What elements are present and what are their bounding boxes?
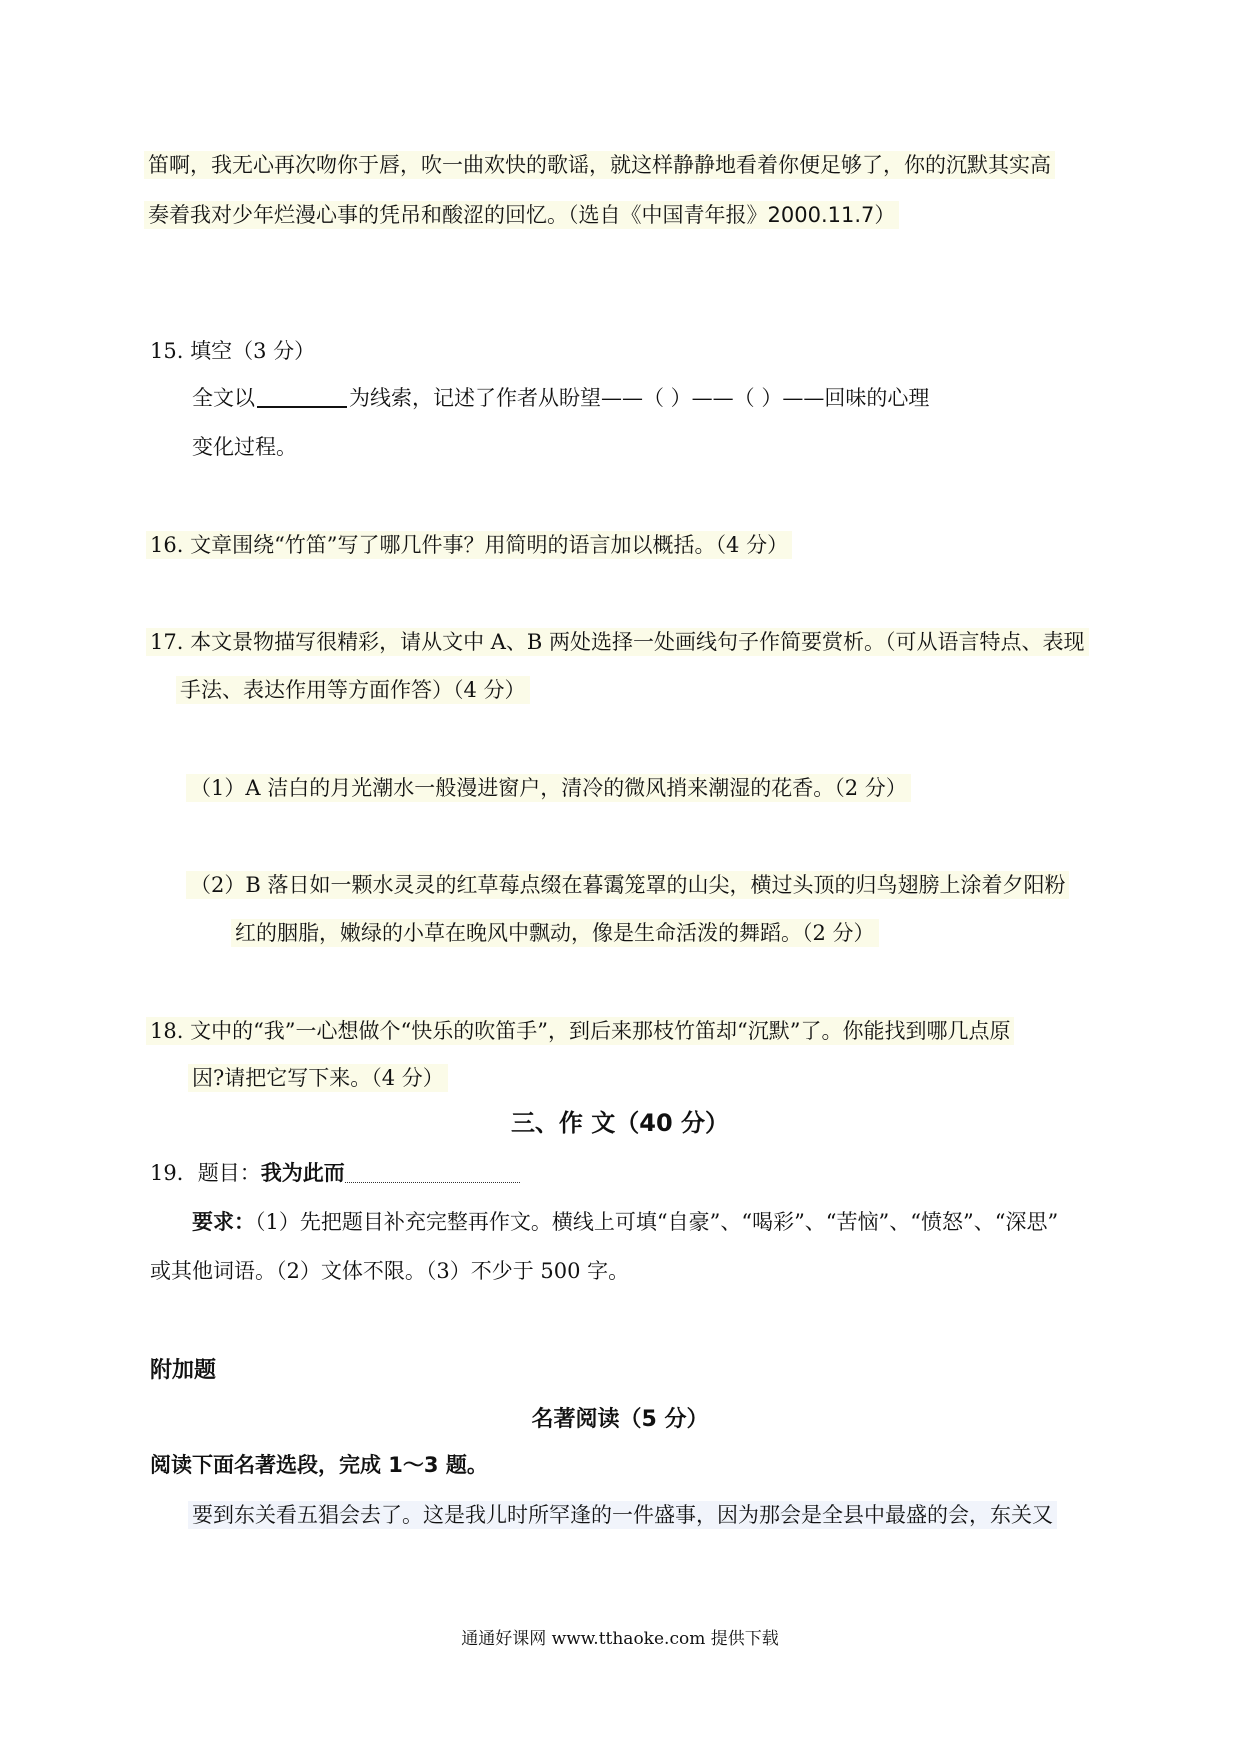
extra-heading: 附加题	[150, 1358, 217, 1383]
extra-subheading: 名著阅读（5 分）	[531, 1407, 709, 1432]
passage-line-2: 奏着我对少年烂漫心事的凭吊和酸涩的回忆。（选自《中国青年报》2000.11.7）	[148, 200, 899, 230]
q19-prompt: 19．题目：我为此而	[150, 1158, 520, 1188]
page-footer: 通通好课网 www.tthaoke.com 提供下载	[461, 1629, 779, 1649]
extra-instruction: 阅读下面名著选段，完成 1～3 题。	[150, 1453, 488, 1477]
q19-blank	[345, 1162, 520, 1183]
q17-line-2: 手法、表达作用等方面作答）（4 分）	[180, 675, 530, 705]
composition-heading: 三、作 文（40 分）	[510, 1109, 730, 1137]
q17-option-a: （1）A 洁白的月光潮水一般漫进窗户，清冷的微风捎来潮湿的花香。（2 分）	[190, 773, 911, 803]
q17-option-b-line-2: 红的胭脂，嫩绿的小草在晚风中飘动，像是生命活泼的舞蹈。（2 分）	[235, 918, 879, 948]
q15-line-1: 全文以 为线索，记述了作者从盼望——（ ）——（ ）——回味的心理	[192, 386, 930, 410]
q17-option-b-line-1: （2）B 落日如一颗水灵灵的红草莓点缀在暮霭笼罩的山尖，横过头顶的归鸟翅膀上涂着夕阳粉	[190, 870, 1069, 900]
excerpt-line-1: 要到东关看五猖会去了。这是我儿时所罕逢的一件盛事，因为那会是全县中最盛的会，东关又	[192, 1500, 1057, 1530]
q17-line-1: 17. 本文景物描写很精彩，请从文中 A、B 两处选择一处画线句子作简要赏析。（可从语言特点、表现	[150, 627, 1089, 657]
q15-title: 15. 填空（3 分）	[150, 339, 316, 363]
q18-line-2: 因?请把它写下来。（4 分）	[192, 1063, 448, 1093]
requirements-label: 要求：	[192, 1210, 255, 1234]
q19-title: 我为此而	[260, 1161, 345, 1185]
requirements-line-2: 或其他词语。（2）文体不限。（3）不少于 500 字。	[150, 1259, 630, 1283]
q18-line-1: 18. 文中的“我”一心想做个“快乐的吹笛手”，到后来那枝竹笛却“沉默”了。你能找到哪几点原	[150, 1016, 1014, 1046]
requirements-line-1: 要求：（1）先把题目补充完整再作文。横线上可填“自豪”、“喝彩”、“苦恼”、“愤怒”、“深思”	[192, 1210, 1059, 1234]
q16-text: 16. 文章围绕“竹笛”写了哪几件事？用简明的语言加以概括。（4 分）	[150, 530, 792, 560]
passage-line-1: 笛啊，我无心再次吻你于唇，吹一曲欢快的歌谣，就这样静静地看着你便足够了，你的沉默其实高	[148, 150, 1055, 180]
q15-blank	[257, 386, 347, 408]
q15-line-2: 变化过程。	[192, 435, 297, 459]
